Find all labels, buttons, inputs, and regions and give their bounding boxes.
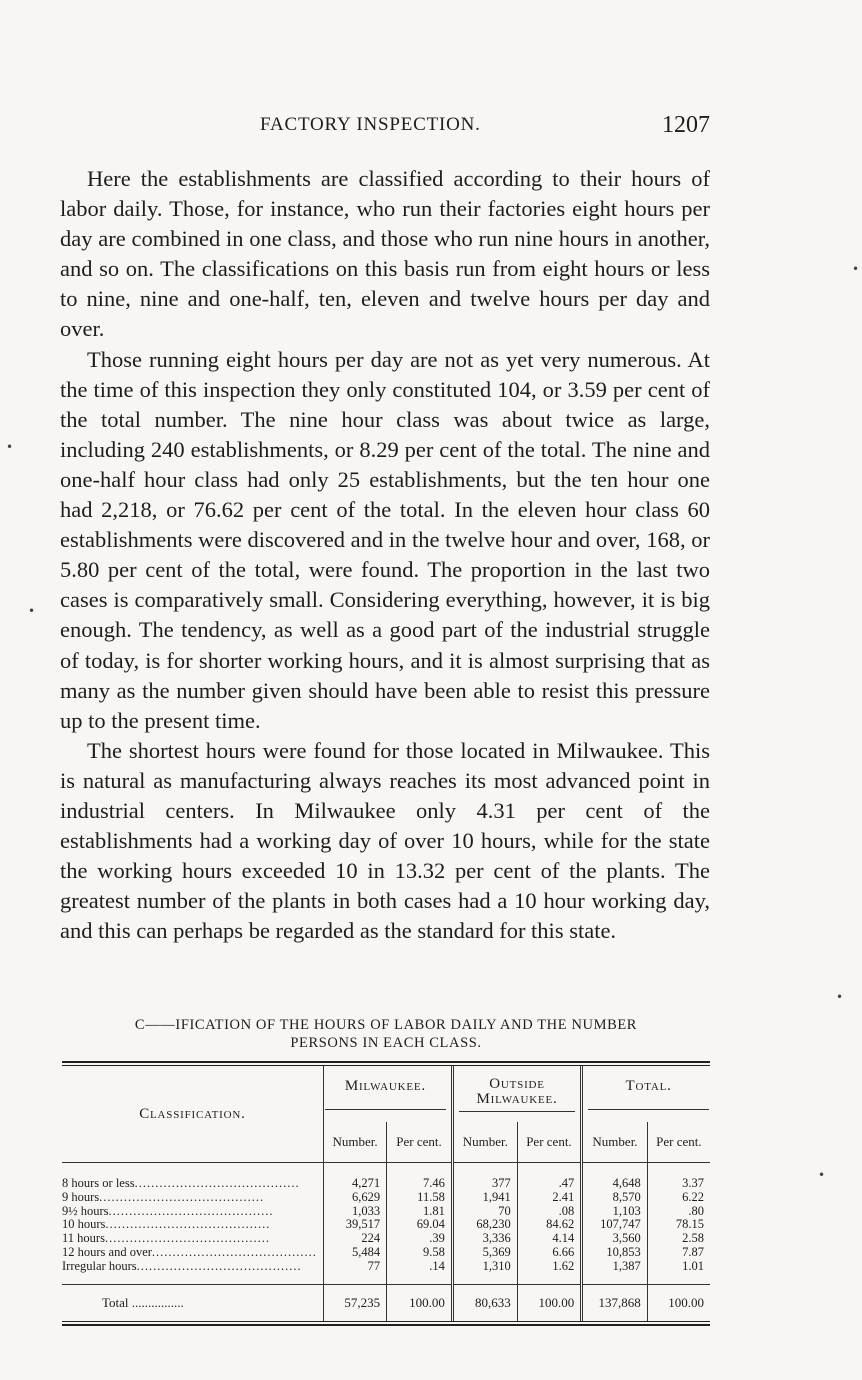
table-cell: 6.22 (647, 1191, 710, 1205)
hours-table (62, 1061, 710, 1326)
data-table (62, 1066, 710, 1321)
margin-mark: • (852, 262, 860, 276)
table-cell: 100.00 (387, 1284, 453, 1321)
table-cell: 7.46 (387, 1177, 453, 1191)
subheader-percent: Per cent. (517, 1122, 582, 1163)
table-cell: 6,629 (323, 1191, 386, 1205)
table-cell: 100.00 (647, 1284, 710, 1321)
table-caption (60, 1016, 712, 1052)
margin-mark: • (818, 1168, 826, 1182)
table-cell: 78.15 (647, 1218, 710, 1232)
table-cell: 3,336 (452, 1232, 517, 1246)
row-label: 10 hours ........................................ (62, 1218, 271, 1232)
subheader-percent: Per cent. (647, 1122, 710, 1163)
table-bottom-rule (62, 1321, 710, 1322)
table-cell: .47 (517, 1177, 582, 1191)
body-text (60, 164, 710, 946)
table-row (62, 1246, 710, 1260)
table-cell: 2.41 (517, 1191, 582, 1205)
table-row (62, 1232, 710, 1246)
margin-mark: • (28, 604, 36, 618)
row-label: Irregular hours ........................................ (62, 1259, 302, 1273)
table-cell: 68,230 (452, 1218, 517, 1232)
page-header (60, 112, 710, 142)
paragraph: Here the establishments are classified according to their hours of labor daily. Those, for instance, who run their factories eight hours per day are combined in one class, and those who run nine hours in another, and so on. The classifications on this basis run from eight hours or less to nine, nine and one-half, ten, eleven and twelve hours per day and over. (60, 166, 710, 342)
subheader-number: Number. (323, 1122, 386, 1163)
table-cell: 4.14 (517, 1232, 582, 1246)
paragraph: Those running eight hours per day are not as yet very numerous. At the time of this inspection they only constituted 104, or 3.59 per cent of the total number. The nine hour class was about twice as large, including 240 establishments, or 8.29 per cent of the total. The nine and one-half hour class had only 25 establishments, but the ten hour one had 2,218, or 76.62 per cent of the total. In the eleven hour class 60 establishments were discovered and in the twelve hour and over, 168, or 5.80 per cent of the total, were found. The proportion in the last two cases is comparatively small. Considering everything, however, it is big enough. The tendency, as well as a good part of the industrial struggle of today, is for shorter working hours, and it is almost surprising that as many as the number given should have been able to resist this pressure up to the present time. (60, 346, 710, 733)
caption-line: C——IFICATION OF THE HOURS OF LABOR DAILY AND THE NUMBER (134, 1017, 638, 1033)
row-label: 9½ hours ........................................ (62, 1204, 274, 1218)
table-row (62, 1205, 710, 1219)
caption-line: PERSONS IN EACH CLASS. (290, 1035, 482, 1051)
table-cell: 4,271 (323, 1177, 386, 1191)
table-cell: .80 (647, 1205, 710, 1219)
total-label: Total ................ (62, 1284, 323, 1321)
table-cell: .08 (517, 1205, 582, 1219)
subheader-percent: Per cent. (387, 1122, 453, 1163)
row-label: 8 hours or less ........................................ (62, 1177, 300, 1190)
table-cell: 4,648 (582, 1177, 648, 1191)
table-cell: 39,517 (323, 1218, 386, 1232)
table-bottom-rule (62, 1324, 710, 1326)
table-cell: 2.58 (647, 1232, 710, 1246)
table-cell: 1.01 (647, 1260, 710, 1274)
group-header-total: Total. (582, 1066, 710, 1122)
subheader-number: Number. (582, 1122, 648, 1163)
table-cell: 8,570 (582, 1191, 648, 1205)
group-header-milwaukee: Milwaukee. (323, 1066, 452, 1122)
table-cell: 3.37 (647, 1177, 710, 1191)
paragraph: The shortest hours were found for those located in Milwaukee. This is natural as manufacturing always reaches its most advanced point in industrial centers. In Milwaukee only 4.31 per cent of the establishments had a working day of over 10 hours, while for the state the working hours exceeded 10 in 13.32 per cent of the plants. The greatest number of the plants in both cases had a 10 hour working day, and this can perhaps be regarded as the standard for this state. (60, 737, 710, 944)
table-cell: 10,853 (582, 1246, 648, 1260)
table-cell: .39 (387, 1232, 453, 1246)
table-cell: 6.66 (517, 1246, 582, 1260)
classification-header: Classification. (139, 1105, 246, 1122)
table-top-rule (62, 1061, 710, 1063)
table-cell: 1,387 (582, 1260, 648, 1274)
row-label: 11 hours ........................................ (62, 1232, 270, 1246)
table-cell: 1.81 (387, 1205, 453, 1219)
table-row (62, 1260, 710, 1274)
table-cell: 1.62 (517, 1260, 582, 1274)
total-row (62, 1284, 710, 1321)
table-cell: 1,103 (582, 1205, 648, 1219)
table-cell: 107,747 (582, 1218, 648, 1232)
table-cell: .14 (387, 1260, 453, 1274)
table-cell: 224 (323, 1232, 386, 1246)
table-cell: 80,633 (452, 1284, 517, 1321)
table-cell: 100.00 (517, 1284, 582, 1321)
table-cell: 11.58 (387, 1191, 453, 1205)
table-cell: 70 (452, 1205, 517, 1219)
table-row (62, 1218, 710, 1232)
table-cell: 7.87 (647, 1246, 710, 1260)
table-cell: 9.58 (387, 1246, 453, 1260)
table-cell: 137,868 (582, 1284, 648, 1321)
table-cell: 69.04 (387, 1218, 453, 1232)
subheader-number: Number. (452, 1122, 517, 1163)
table-cell: 1,310 (452, 1260, 517, 1274)
table-cell: 57,235 (323, 1284, 386, 1321)
table-cell: 5,369 (452, 1246, 517, 1260)
table-cell: 5,484 (323, 1246, 386, 1260)
table-body (62, 1177, 710, 1274)
table-cell: 84.62 (517, 1218, 582, 1232)
row-label: 9 hours ........................................ (62, 1190, 265, 1204)
table-cell: 1,941 (452, 1191, 517, 1205)
row-label: 12 hours and over ........................................ (62, 1245, 317, 1259)
table-row (62, 1177, 710, 1191)
page-number: 1207 (662, 112, 710, 138)
table-cell: 77 (323, 1260, 386, 1274)
margin-mark: • (836, 990, 844, 1004)
margin-mark: • (6, 440, 14, 454)
group-header-outside: Outside Milwaukee. (452, 1066, 581, 1122)
table-row (62, 1191, 710, 1205)
running-title: FACTORY INSPECTION. (260, 114, 481, 135)
table-cell: 3,560 (582, 1232, 648, 1246)
table-cell: 1,033 (323, 1205, 386, 1219)
table-cell: 377 (452, 1177, 517, 1191)
